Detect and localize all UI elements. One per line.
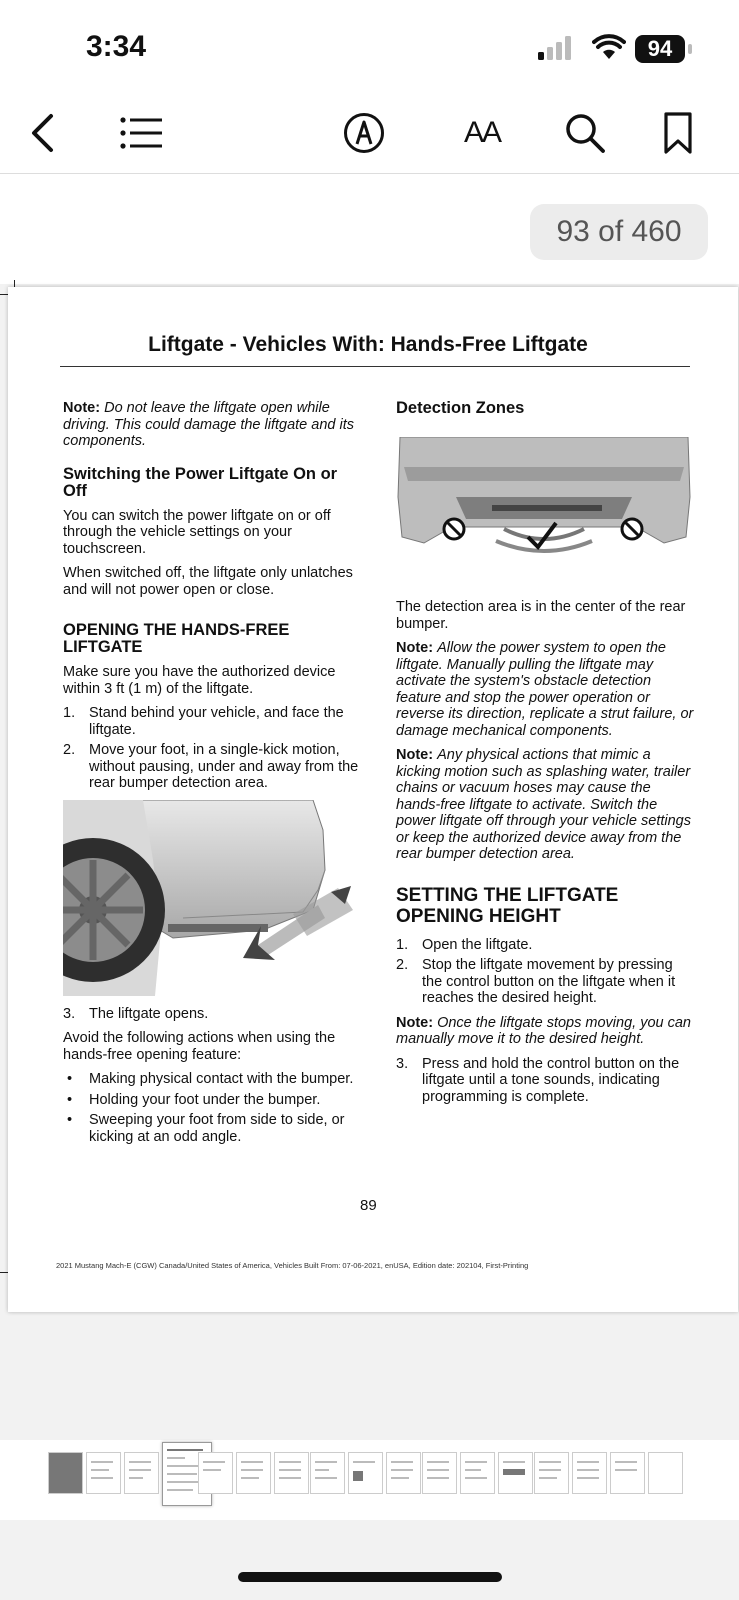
paragraph: The detection area is in the center of the rear bumper.	[396, 599, 686, 632]
page-thumbnail[interactable]	[648, 1452, 683, 1494]
page-thumbnail[interactable]	[124, 1452, 159, 1494]
bullet-text: Making physical contact with the bumper.	[89, 1071, 354, 1087]
bullet: •	[67, 1071, 73, 1087]
paragraph: When switched off, the liftgate only unlatches and will not power open or close.	[63, 565, 353, 598]
step-number: 2.	[63, 742, 76, 758]
annotate-button[interactable]	[342, 105, 386, 161]
list-item	[63, 1112, 365, 1145]
page-title: Liftgate - Vehicles With: Hands-Free Liftgate	[148, 333, 588, 356]
page-counter: 93 of 460	[530, 204, 708, 260]
note-text: Once the liftgate stops moving, you can manually move it to the desired height.	[396, 1014, 691, 1047]
note-paragraph	[63, 400, 365, 450]
wifi-icon	[592, 34, 626, 60]
bookmark-button[interactable]	[660, 105, 696, 161]
list-item	[396, 957, 696, 1007]
pager-area	[0, 174, 739, 284]
battery-tip	[688, 44, 692, 54]
note-label: Note:	[396, 640, 434, 656]
step-number: 3.	[396, 1055, 409, 1072]
title-divider	[60, 366, 690, 367]
text-size-label: AA	[463, 116, 501, 149]
bullet: •	[67, 1112, 73, 1128]
list-item	[63, 1006, 365, 1023]
chevron-left-icon	[29, 113, 55, 153]
step-number: 1.	[396, 936, 409, 953]
steps-list	[396, 937, 696, 1007]
note-text: Do not leave the liftgate open while driving. This could damage the liftgate and its components.	[63, 400, 354, 449]
note-text: Allow the power system to open the liftgate. Manually pulling the liftgate may activate the system's obstacle detection feature and stop the power operation or reverse its direction, replicate a strut failure, or damage mechanical components.	[396, 640, 694, 739]
page-thumbnail[interactable]	[348, 1452, 383, 1494]
search-icon	[564, 112, 606, 154]
page-thumbnail[interactable]	[198, 1452, 233, 1494]
page-thumbnail-strip[interactable]	[0, 1440, 739, 1520]
page-thumbnail[interactable]	[422, 1452, 457, 1494]
bullet: •	[67, 1091, 73, 1108]
section-heading: Switching the Power Liftgate On or Off	[63, 464, 338, 500]
bullet-list	[63, 1071, 365, 1145]
list-item	[396, 1056, 696, 1106]
bookmark-icon	[663, 111, 693, 155]
note-paragraph	[396, 1015, 696, 1048]
pen-circle-icon	[343, 112, 385, 154]
page-thumbnail[interactable]	[572, 1452, 607, 1494]
section-heading: OPENING THE HANDS-FREE LIFTGATE	[63, 621, 290, 656]
page-thumbnail[interactable]	[236, 1452, 271, 1494]
page-thumbnail[interactable]	[310, 1452, 345, 1494]
steps-list	[63, 1006, 365, 1023]
step-text: Open the liftgate.	[422, 936, 533, 953]
step-text: Stop the liftgate movement by pressing the control button on the liftgate when it reaches the desired height.	[422, 957, 676, 1006]
steps-list	[396, 1056, 696, 1106]
step-number: 2.	[396, 957, 409, 973]
page-thumbnail[interactable]	[274, 1452, 309, 1494]
section-heading: Detection Zones	[396, 399, 525, 417]
page-thumbnail[interactable]	[48, 1452, 83, 1494]
page-thumbnail[interactable]	[460, 1452, 495, 1494]
note-text: Any physical actions that mimic a kicking motion such as splashing water, trailer chains or vacuum hoses may cause the hands-free liftgate to activate. Switch the power liftgate off through your vehicle settings or keep the authorized device away from the rear bumper detection area.	[396, 747, 691, 862]
detection-zones-illustration	[396, 437, 692, 565]
bullet-text: Holding your foot under the bumper.	[89, 1091, 321, 1108]
paragraph: Avoid the following actions when using the hands-free opening feature:	[63, 1030, 336, 1063]
status-bar	[0, 0, 739, 95]
note-paragraph	[396, 747, 696, 863]
back-button[interactable]	[22, 105, 62, 161]
step-number: 3.	[63, 1005, 76, 1022]
page-number: 89	[360, 1197, 377, 1214]
page-thumbnail[interactable]	[610, 1452, 645, 1494]
section-heading: SETTING THE LIFTGATE OPENING HEIGHT	[396, 884, 619, 927]
list-item	[63, 1071, 365, 1088]
left-column	[63, 400, 365, 1153]
page-thumbnail[interactable]	[86, 1452, 121, 1494]
step-text: Move your foot, in a single-kick motion, without pausing, under and away from the rear bumper detection area.	[89, 742, 359, 791]
page-thumbnail[interactable]	[386, 1452, 421, 1494]
bullet-text: Sweeping your foot from side to side, or kicking at an odd angle.	[89, 1112, 345, 1145]
list-item	[396, 937, 696, 954]
kick-motion-illustration	[63, 800, 355, 996]
manual-page	[8, 287, 738, 1312]
home-indicator[interactable]	[238, 1572, 502, 1582]
steps-list	[63, 705, 365, 792]
note-label: Note:	[63, 400, 101, 416]
text-size-button[interactable]	[452, 105, 512, 161]
list-item	[63, 742, 365, 792]
cellular-signal-icon	[538, 36, 572, 60]
paragraph: Make sure you have the authorized device within 3 ft (1 m) of the liftgate.	[63, 664, 336, 697]
step-number: 1.	[63, 705, 76, 721]
note-label: Note:	[396, 1014, 434, 1031]
step-text: Stand behind your vehicle, and face the liftgate.	[89, 705, 344, 738]
step-text: Press and hold the control button on the liftgate until a tone sounds, indicating programming is complete.	[422, 1055, 680, 1105]
page-thumbnail[interactable]	[534, 1452, 569, 1494]
list-item	[63, 705, 365, 738]
page-thumbnail[interactable]	[498, 1452, 533, 1494]
list-icon	[119, 116, 163, 150]
reader-toolbar	[0, 95, 739, 174]
page-footer: 2021 Mustang Mach-E (CGW) Canada/United States of America, Vehicles Built From: 07-06-2021, enUSA, Edition date: 202104, First-Printing	[56, 1261, 529, 1270]
table-of-contents-button[interactable]	[118, 105, 164, 161]
list-item	[63, 1092, 365, 1109]
right-column	[396, 400, 696, 1113]
paragraph: You can switch the power liftgate on or off through the vehicle settings on your touchscreen.	[63, 507, 331, 557]
note-paragraph	[396, 640, 696, 739]
note-label: Note:	[396, 747, 434, 763]
search-button[interactable]	[562, 105, 608, 161]
step-text: The liftgate opens.	[89, 1005, 209, 1022]
status-time: 3:34	[86, 30, 147, 63]
battery-indicator: 94	[635, 35, 685, 63]
